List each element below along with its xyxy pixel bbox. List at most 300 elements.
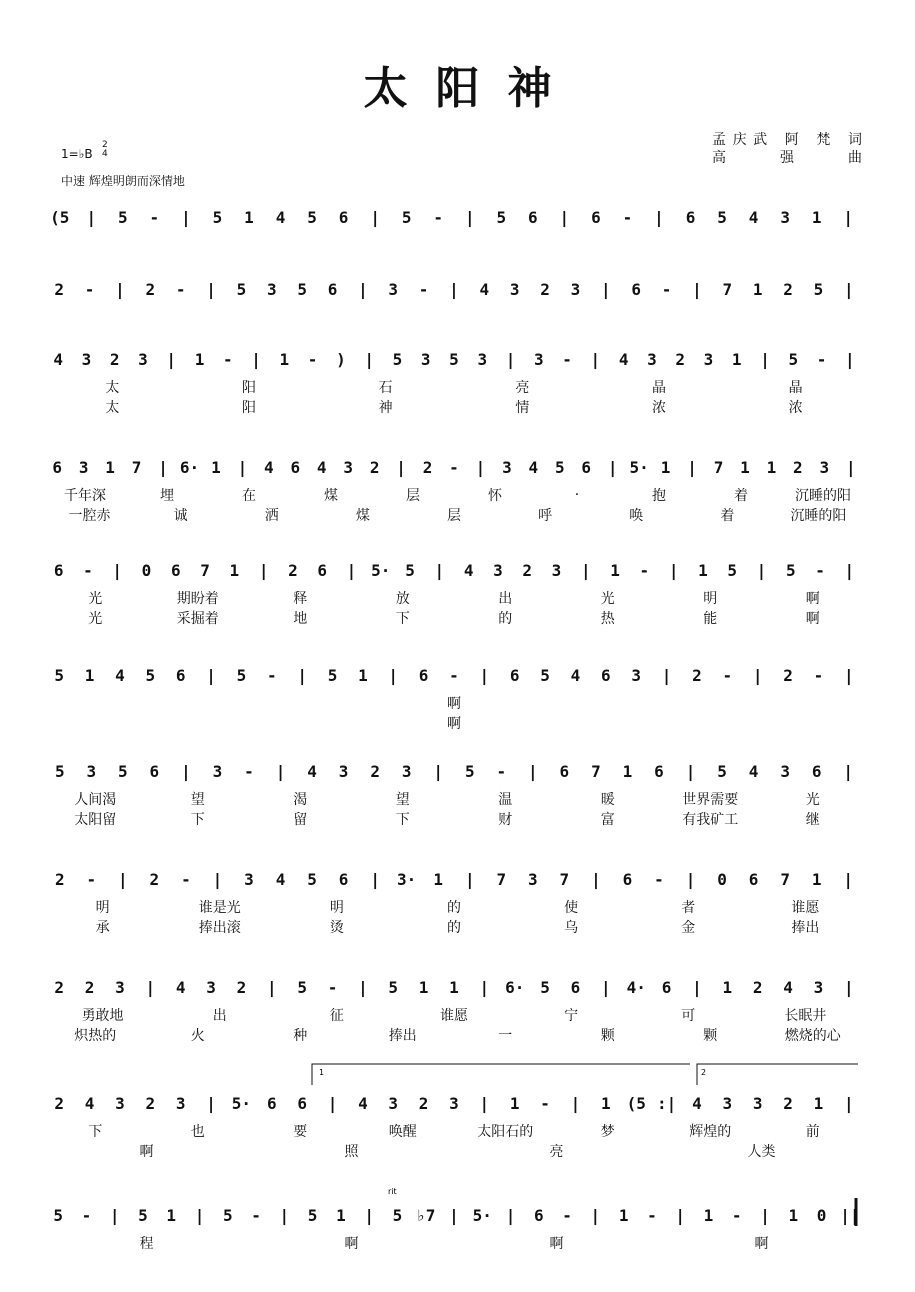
lyric-word: 呼 [538,508,553,524]
note: 4 [316,457,327,477]
volta-1-label: 1 [319,1068,325,1077]
note: (5 [626,1093,646,1113]
note: 3 [175,1093,186,1113]
barline: | [692,279,702,299]
note: 7 [131,457,142,477]
note: 6 [317,560,328,580]
barline: | [668,560,679,580]
lyric-word: 明 [95,900,110,916]
note: 1 [601,1093,611,1113]
barline: | [479,665,490,685]
note: 3 [244,869,254,889]
lyric-word: 煤 [355,508,370,524]
note: 2 [109,349,120,369]
note: 3 [138,349,148,369]
barline: | [364,349,374,369]
lyric-word: 太阳留 [74,812,117,828]
barline: | [358,977,368,997]
note: 2 [145,1093,156,1113]
note: - [307,349,318,369]
notation-line [44,1203,864,1227]
note: 5 [540,665,550,685]
barline: | [206,279,216,299]
note: 1 [433,869,444,889]
note: - [81,1205,92,1225]
lyric-word: 乌 [564,920,579,936]
barline: | [601,977,611,997]
note: 6 [418,665,429,685]
note: 1 [788,1205,799,1225]
barline: | [580,560,591,580]
lyric-word: 抱 [652,488,666,504]
note: 3 [780,761,790,781]
lyric-word: 暖 [600,792,615,808]
note: 5 [222,1205,233,1225]
note: - [622,207,633,227]
lyric-line-verse-2 [44,809,864,827]
lyric-word: 种 [293,1028,308,1044]
note: ) [336,349,346,369]
barline: | [843,207,854,227]
lyric-word: 捧出 [388,1028,417,1044]
note: 1 [740,457,750,477]
lyric-word: 下 [395,812,410,828]
note: - [86,869,97,889]
note: - [251,1205,261,1225]
notation-line [44,867,864,891]
note: 6 [685,207,696,227]
notation-line [44,205,864,229]
barline: | [181,207,191,227]
barline: | [206,665,216,685]
note: 6 [654,761,664,781]
note: 3 [502,457,512,477]
lyric-word: 采掘着 [176,611,219,627]
barline: | [692,977,702,997]
note: 5 [118,207,128,227]
lyric-word: 长眠井 [784,1008,827,1024]
note: 3 [631,665,642,685]
lyric-word: 啊 [549,1236,564,1252]
note: 5 [327,665,338,685]
lyric-word: 释 [293,591,308,607]
barline: | [433,761,444,781]
lyric-word: 宁 [564,1008,579,1024]
note: 5 [540,977,550,997]
lyric-word: 煤 [324,488,338,504]
note: 5 [496,207,507,227]
barline: :| [656,1093,677,1113]
note: 6 [149,761,160,781]
note: 3 [420,349,431,369]
note: 2 [54,1093,64,1113]
rit-mark: rit [388,1187,397,1196]
note: 6· [505,977,525,997]
lyric-word: 啊 [344,1236,359,1252]
barline: | [505,349,516,369]
song-title: 太阳神 [363,63,580,114]
note: 4 [528,457,539,477]
note: 3 [115,977,125,997]
note: 1 [449,977,459,997]
lyric-word: 啊 [139,1144,154,1160]
lyric-word: 人类 [747,1144,776,1160]
lyric-line-verse-2 [44,713,864,731]
lyric-word: 洒 [264,508,279,524]
lyric-word: · [574,487,580,503]
lyric-word: 能 [703,611,718,627]
barline: | [843,279,854,299]
note: 5 [307,207,317,227]
note: 2 [370,761,380,781]
lyric-line-verse-1 [44,1121,864,1139]
lyric-word: 啊 [805,591,820,607]
note: 2 [145,279,156,299]
note: 2 [418,1093,429,1113]
note: 7 [496,869,507,889]
note: 5 [145,665,156,685]
lyric-word: 着 [720,508,735,524]
barline: | [327,1093,338,1113]
notation-line [44,1091,864,1115]
note: 1 [105,457,115,477]
note: 3 [115,1093,125,1113]
barline: | [528,761,538,781]
note: ♭7 [416,1205,436,1225]
barline: | [675,1205,686,1225]
note: 5 [307,1205,318,1225]
lyric-word: 留 [293,812,308,828]
note: 4 [748,207,759,227]
note: 7 [713,457,724,477]
note: 6 [534,1205,544,1225]
lyric-word: 出 [212,1008,227,1024]
note: 2 [84,977,95,997]
lyric-word: 层 [406,488,420,504]
note: - [647,1205,657,1225]
barline: | [845,349,855,369]
barline: | [158,457,168,477]
note: 6 [748,869,759,889]
note: 3 [813,977,824,997]
note: 1 [722,977,733,997]
note: 1 [229,560,240,580]
barline: | [687,457,697,477]
note: 5 [717,207,727,227]
note: 3 [266,279,277,299]
barline: | [760,1205,770,1225]
note: 4 [692,1093,702,1113]
lyric-word: 层 [446,508,461,524]
barline: | [115,279,125,299]
note: 5 [118,761,128,781]
note: 3 [86,761,97,781]
note: 4 [479,279,490,299]
note: 6 [52,457,63,477]
note: 5 [54,665,64,685]
note: 3 [534,349,544,369]
lyric-word: 程 [139,1236,154,1252]
lyricist-credit: 孟庆武 阿 梵 词 [712,132,862,148]
note: - [449,457,459,477]
note: 7 [200,560,210,580]
lyric-line-verse-2 [44,608,864,626]
barline: | [181,761,191,781]
note: 4· [626,977,646,997]
volta-2-label: 2 [701,1068,707,1077]
note: 6 [570,977,581,997]
lyric-word: 阳 [241,380,256,396]
note: 2 [783,665,793,685]
lyric-word: 石 [378,380,393,396]
note: - [731,1205,742,1225]
barline: | [237,457,248,477]
note: 0 [717,869,727,889]
note: 6 [631,279,642,299]
barline: | [843,869,854,889]
barline: | [364,1205,374,1225]
lyric-word: 期盼着 [176,591,219,607]
lyric-line-verse-1 [44,485,864,503]
lyric-word: 着 [734,488,748,504]
lyric-line-verse-2 [44,917,864,935]
barline: | [756,560,767,580]
notation-line [44,975,864,999]
lyric-word: 下 [395,611,410,627]
lyric-word: 要 [293,1124,308,1140]
lyric-word: 人间渴 [74,792,117,808]
barline: | [591,869,601,889]
lyric-line-verse-1 [44,1233,864,1251]
note: 5 [813,279,824,299]
volta-1 [312,1064,690,1085]
note: 3 [449,1093,459,1113]
lyric-word: 颗 [600,1028,615,1044]
barline: | [843,665,854,685]
note: (5 [50,207,70,227]
note: 3 [703,349,714,369]
notation-line [44,347,864,371]
lyric-word: 金 [681,920,696,936]
note: 2 [540,279,550,299]
note: 4 [275,207,286,227]
note: 3 [647,349,657,369]
note: 2 [692,665,702,685]
barline: | [464,869,475,889]
note: 5 [449,349,459,369]
lyric-line-verse-1 [44,1005,864,1023]
barline: | [843,761,854,781]
note: 4 [264,457,274,477]
note: 5 [297,977,307,997]
note: 1 [811,869,822,889]
lyric-word: 谁愿 [791,900,820,916]
note: 4 [275,869,286,889]
note: 1 [84,665,95,685]
note: 5 [297,279,307,299]
lyric-word: 照 [344,1144,359,1160]
note: 7 [559,869,570,889]
barline: | [570,1093,581,1113]
note: 6 [559,761,570,781]
lyric-word: 明 [329,900,344,916]
note: 1 [698,560,708,580]
barline: | [844,560,855,580]
note: 1 [418,977,429,997]
lyric-line-verse-2 [44,1025,864,1043]
lyric-word: 征 [329,1008,344,1024]
note: 1 [610,560,620,580]
barline: | [275,761,286,781]
note: 3 [493,560,503,580]
note: 7 [722,279,733,299]
lyric-word: 太 [105,380,120,396]
note: 6 [528,207,538,227]
lyric-word: 可 [681,1008,696,1024]
note: 0 [141,560,152,580]
note: 2 [422,457,433,477]
note: 6 [509,665,520,685]
lyric-word: 沉睡的阳 [795,488,851,504]
barline: | [346,560,357,580]
note: 3 [338,761,349,781]
note: 1 [194,349,205,369]
note: 1 [166,1205,177,1225]
note: 3 [528,869,538,889]
notation-line [44,558,864,582]
lyric-word: 埋 [160,488,174,504]
barline: | [479,1093,490,1113]
note: 4 [115,665,125,685]
composer-credit: 高 强 曲 [712,150,862,166]
note: 5 [554,457,565,477]
lyric-word: 啊 [805,611,820,627]
lyric-word: 地 [293,611,308,627]
note: 4 [748,761,759,781]
volta-2 [697,1064,858,1085]
note: 3 [81,349,92,369]
note: 1 [766,457,777,477]
lyric-word: 望 [190,792,205,808]
barline: | [109,1205,120,1225]
meter-bottom: 4 [102,149,108,159]
note: 5 [236,665,247,685]
lyric-word: 浓 [788,400,803,416]
barline: | [601,279,611,299]
note: 3 [206,977,216,997]
note: 4 [463,560,474,580]
barline: | [86,207,97,227]
note: - [496,761,507,781]
lyric-word: 啊 [447,696,461,712]
note: 3 [551,560,562,580]
note: 5 [236,279,247,299]
lyric-word: 捧出 [791,920,820,936]
note: 2 [54,869,65,889]
note: 3 [509,279,520,299]
lyric-word: 承 [95,920,110,936]
barline: | [251,349,261,369]
lyric-word: 在 [242,488,256,504]
lyric-line-verse-1 [44,588,864,606]
barline: | [206,1093,216,1113]
lyric-word: 热 [600,611,615,627]
barline: | [297,665,307,685]
note: 2 [752,977,763,997]
note: 6 [601,665,611,685]
lyric-word: 梦 [600,1124,615,1140]
note: 4 [783,977,793,997]
note: 2 [54,279,64,299]
lyric-word: 诚 [173,508,188,524]
note: 3 [780,207,790,227]
note: 2 [675,349,686,369]
lyric-word: 光 [88,591,103,607]
note: 5· [472,1205,492,1225]
note: - [433,207,444,227]
note: 6 [53,560,64,580]
note: - [562,349,572,369]
barline: | [464,207,475,227]
note: 6 [591,207,601,227]
lyric-line-verse-2 [44,1141,864,1159]
note: 6 [581,457,592,477]
lyric-word: 前 [805,1124,820,1140]
lyric-word: 财 [498,812,513,828]
barline: | [266,977,277,997]
note: - [418,279,429,299]
note: - [562,1205,572,1225]
lyric-word: 晶 [788,380,803,396]
note: 6 [622,869,633,889]
note: 6 [338,207,349,227]
lyric-word: 下 [88,1124,103,1140]
note: - [222,349,233,369]
barline: | [279,1205,290,1225]
note: 1 [211,457,221,477]
barline: | [843,1093,854,1113]
notation-line [44,455,864,479]
note: - [639,560,650,580]
barline: | [396,457,406,477]
lyric-word: 浓 [651,400,666,416]
note: - [149,207,160,227]
lyric-word: 亮 [515,380,530,396]
tempo-marking: 中速 辉煌明朗而深情地 [61,174,185,188]
note: 1 [660,457,671,477]
meter-top: 2 [102,140,108,150]
note: 5 [212,207,223,227]
lyric-word: 火 [190,1028,205,1044]
note: 1 [509,1093,520,1113]
lyric-word: 烫 [329,920,344,936]
lyric-word: 光 [805,792,820,808]
lyric-word: 辉煌的 [689,1124,732,1140]
barline: | [166,349,177,369]
note: 3 [212,761,223,781]
note: 0 [816,1205,827,1225]
lyric-word: 燃烧的心 [784,1028,841,1044]
barline: | [194,1205,205,1225]
lyric-word: 光 [88,611,103,627]
lyric-word: 啊 [447,716,461,732]
note: 5 [785,560,796,580]
lyric-word: 太阳石的 [477,1124,534,1140]
lyric-word: 使 [564,900,579,916]
barline: | [388,665,399,685]
note: - [813,665,824,685]
key-signature: 1=♭B [61,147,93,161]
